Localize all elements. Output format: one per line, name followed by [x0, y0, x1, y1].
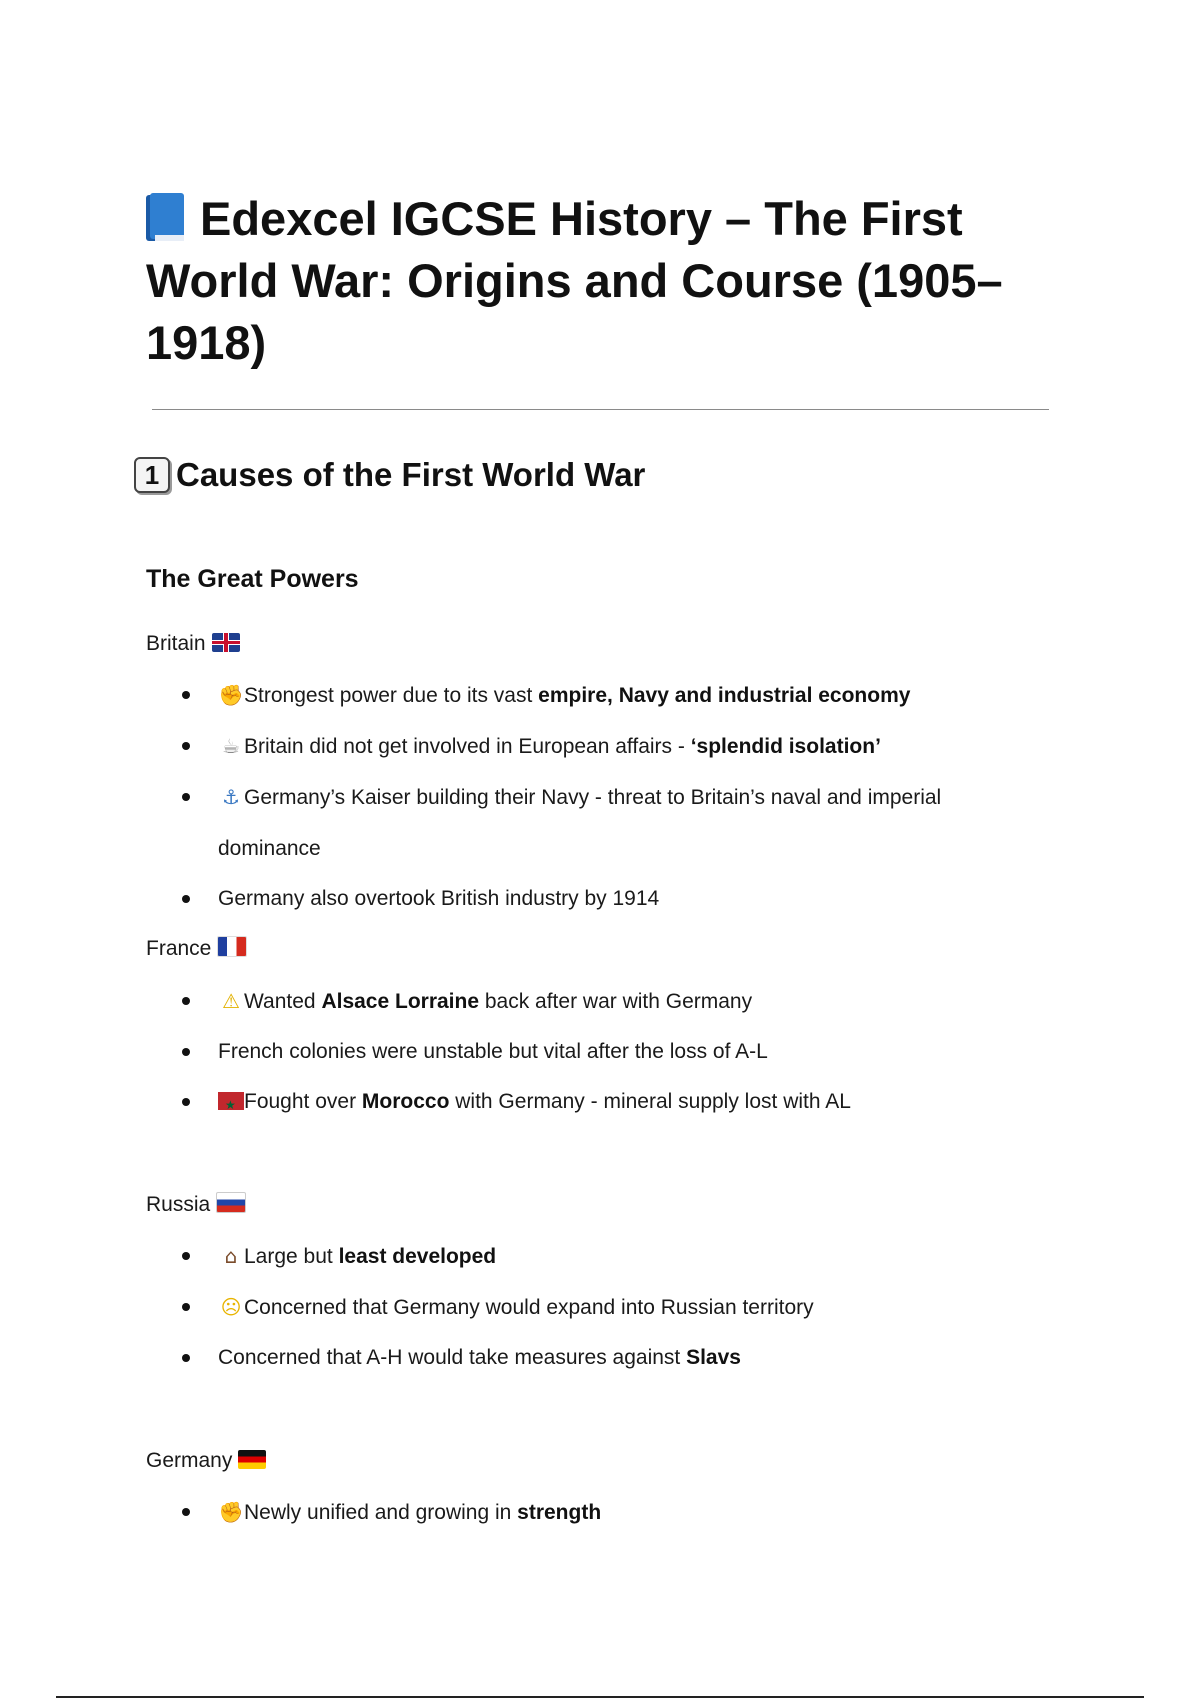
- document-title-text: Edexcel IGCSE History – The First World War: Origins and Course (1905–1918): [146, 192, 1003, 369]
- keycap-number-icon: 1: [134, 457, 170, 493]
- country-heading-france: [146, 934, 247, 964]
- list-item: [218, 1497, 1098, 1528]
- country-name: Russia: [146, 1193, 211, 1216]
- morocco-flag-icon: [218, 1092, 244, 1110]
- bullet: [182, 742, 190, 750]
- list-item: [218, 1241, 1098, 1272]
- russia-flag-icon: [216, 1192, 246, 1213]
- item-bold-text: least developed: [338, 1245, 497, 1268]
- item-text: Large but: [244, 1245, 339, 1268]
- country-name: Germany: [146, 1449, 233, 1472]
- warning-icon: ⚠: [222, 989, 240, 1013]
- item-bold-text: Slavs: [686, 1346, 741, 1369]
- bullet: [182, 1303, 190, 1311]
- germany-flag-icon: [238, 1450, 266, 1469]
- country-name: Britain: [146, 632, 206, 655]
- bullet: [182, 1252, 190, 1260]
- list-item: [218, 1343, 1098, 1373]
- item-text-after: with Germany - mineral supply lost with AL: [449, 1090, 851, 1113]
- list-item: [218, 772, 1098, 874]
- bullet: [182, 691, 190, 699]
- flexed-biceps-icon: ✊: [218, 1500, 244, 1524]
- bullet: [182, 1048, 190, 1056]
- item-text-continued: dominance: [218, 837, 321, 860]
- document-title: [146, 188, 1066, 374]
- item-text: Wanted: [244, 990, 322, 1013]
- list-item: [218, 680, 1098, 711]
- list-item: [218, 1292, 1098, 1323]
- list-item: [218, 884, 1098, 914]
- item-bold-text: Alsace Lorraine: [321, 990, 480, 1013]
- list-item: [218, 1037, 1098, 1067]
- uk-flag-icon: [212, 633, 240, 652]
- item-text: French colonies were unstable but vital after the loss of A-L: [218, 1040, 768, 1063]
- horizontal-divider: [152, 409, 1049, 410]
- item-text: Fought over: [244, 1090, 362, 1113]
- blue-book-icon: [146, 193, 186, 241]
- item-text: Britain did not get involved in European affairs -: [244, 735, 691, 758]
- list-item: [218, 1087, 1098, 1117]
- item-text: Concerned that A-H would take measures against: [218, 1346, 687, 1369]
- section-heading: [134, 452, 645, 498]
- bullet: [182, 997, 190, 1005]
- france-flag-icon: [217, 936, 247, 957]
- item-bold-text: ‘splendid isolation’: [690, 735, 881, 758]
- bullet: [182, 1508, 190, 1516]
- country-heading-germany: [146, 1446, 266, 1476]
- page-bottom-border: [56, 1696, 1144, 1698]
- anchor-icon: ⚓: [222, 785, 240, 809]
- bullet: [182, 793, 190, 801]
- item-text: Strongest power due to its vast: [244, 684, 539, 707]
- subheading-great-powers: The Great Powers: [146, 565, 359, 593]
- bullet: [182, 895, 190, 903]
- grimacing-face-icon: ☹: [220, 1295, 242, 1319]
- derelict-house-icon: ⌂: [224, 1244, 238, 1268]
- country-heading-britain: [146, 629, 240, 659]
- bullet: [182, 1354, 190, 1362]
- country-heading-russia: [146, 1190, 246, 1220]
- item-text: Newly unified and growing in: [244, 1501, 518, 1524]
- item-bold-text: Morocco: [361, 1090, 450, 1113]
- list-item: [218, 731, 1098, 762]
- item-bold-text: empire, Navy and industrial economy: [538, 684, 911, 707]
- item-text: Concerned that Germany would expand into Russian territory: [244, 1296, 814, 1319]
- item-text-after: back after war with Germany: [479, 990, 753, 1013]
- item-text: Germany also overtook British industry by 1914: [218, 887, 660, 910]
- item-bold-text: strength: [517, 1501, 602, 1524]
- section-heading-text: Causes of the First World War: [176, 456, 646, 493]
- hot-beverage-icon: ☕: [222, 734, 240, 758]
- list-item: [218, 986, 1098, 1017]
- item-text: Germany’s Kaiser building their Navy - threat to Britain’s naval and imperial: [244, 786, 942, 809]
- flexed-biceps-icon: ✊: [218, 683, 244, 707]
- country-name: France: [146, 937, 212, 960]
- bullet: [182, 1098, 190, 1106]
